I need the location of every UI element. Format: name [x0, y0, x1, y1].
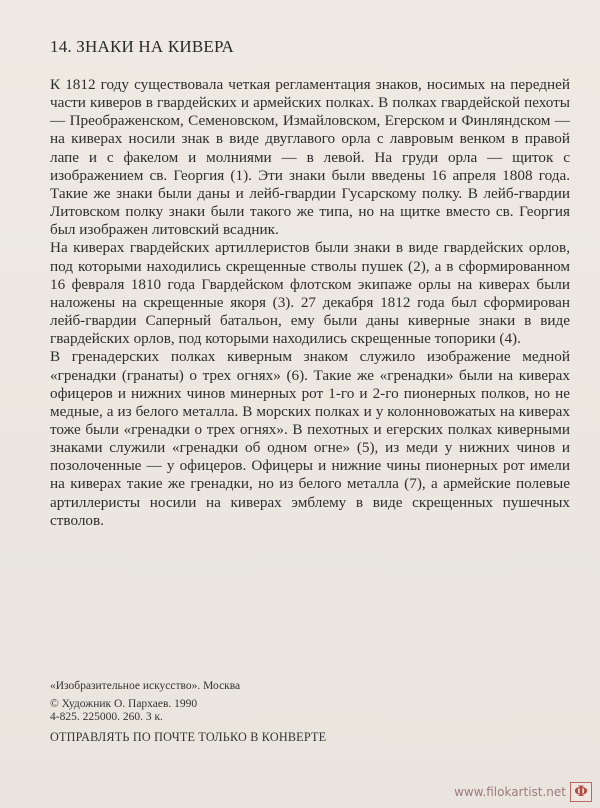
- watermark: [454, 782, 592, 802]
- paragraph-1: К 1812 году существовала четкая регламентация знаков, носимых на передней части киверов в гвардейских и армейских полках. В полках гвардейской пехоты — Преображенском, Семеновском, Измайловском, Егерском и Финляндском — на киверах носили знак в виде двуглавого орла с лавровым венком в правой лапе и с факелом и молниями — в левой. На груди орла — щиток с изображением св. Георгия (1). Эти знаки были введены 16 апреля 1808 года. Такие же знаки были даны и лейб-гвардии Гусарскому полку. В лейб-гвардии Литовском полку знаки были такого же типа, но на щитке вместо св. Георгия был изображен литовский всадник.: [50, 76, 570, 239]
- body-text: [50, 76, 570, 530]
- artist-line: © Художник О. Пархаев. 1990: [50, 698, 198, 710]
- print-info-line: 4-825. 225000. 260. 3 к.: [50, 711, 163, 723]
- paragraph-2: На киверах гвардейских артиллеристов были знаки в виде гвардейских орлов, под которыми находились скрещенные стволы пушек (2), а в сформированном 16 февраля 1810 года Гвардейском флотском экипаже орлы на киверах были наложены на скрещенные якоря (3). 27 декабря 1812 года был сформирован лейб-гвардии Саперный батальон, ему были даны киверные знаки в виде гвардейских орлов, под которыми находились скрещенные топорики (4).: [50, 239, 570, 348]
- mailing-notice: ОТПРАВЛЯТЬ ПО ПОЧТЕ ТОЛЬКО В КОНВЕРТЕ: [50, 730, 327, 744]
- paragraph-3: В гренадерских полках киверным знаком служило изображение медной «гренадки (гранаты) о трех огнях» (6). Такие же «гренадки» были на киверах офицеров и нижних чинов минерных рот 1-го и 2-го пионерных полков, но не медные, а из белого металла. В морских полках и у колонновожатых на киверах тоже были «гренадки о трех огнях». В пехотных и егерских полках киверными знаками служили «гренадки об одном огне» (5), из меди у нижних чинов и позолоченные — у офицеров. Офицеры и нижние чины пионерных рот имели на киверах такие же гренадки, но из белого металла (7), а армейские полевые артиллеристы носили на киверах эмблему в виде скрещенных пушечных стволов.: [50, 348, 570, 529]
- filokartist-logo-icon: Ф: [570, 782, 592, 802]
- watermark-url: www.filokartist.net: [454, 785, 566, 799]
- imprint-footer: [50, 680, 410, 745]
- publisher-line: «Изобразительное искусство». Москва: [50, 680, 241, 692]
- page-title: 14. ЗНАКИ НА КИВЕРА: [50, 37, 234, 56]
